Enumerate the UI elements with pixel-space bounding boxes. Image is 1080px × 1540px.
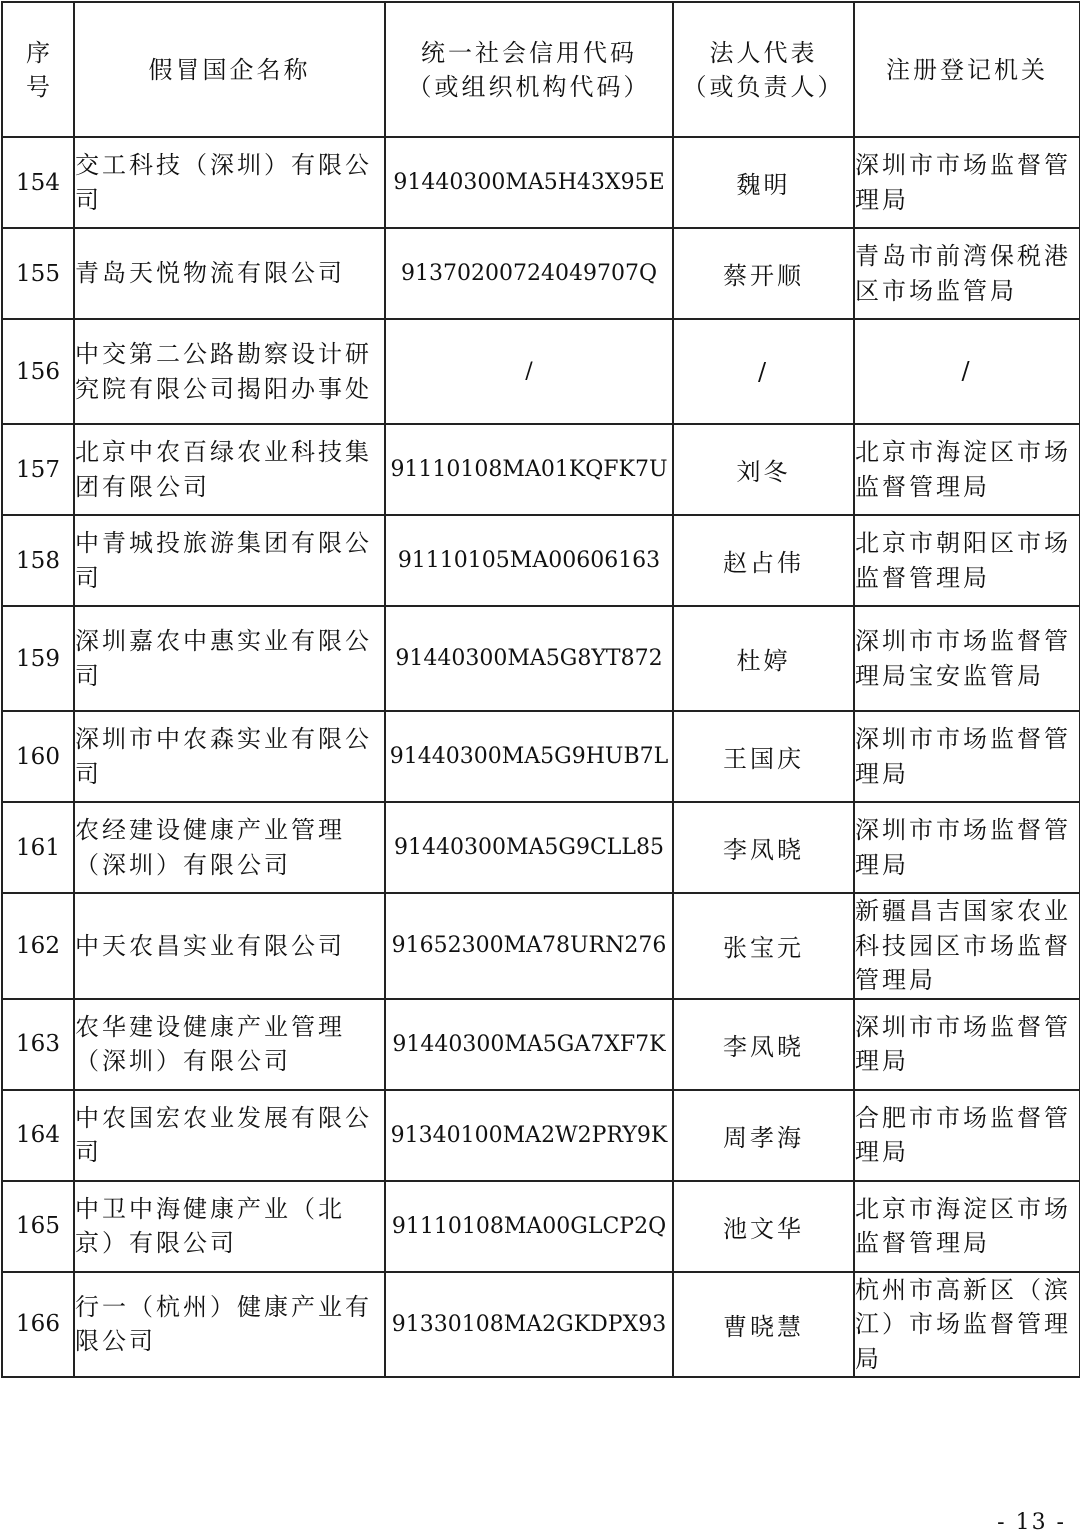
table-row (2, 228, 1080, 319)
row-seq: 156 (2, 319, 74, 424)
row-legal-rep: 李凤晓 (673, 802, 854, 893)
counterfeit-soe-table (1, 1, 1080, 1378)
table-row (2, 711, 1080, 802)
row-credit-code: 91330108MA2GKDPX93 (385, 1272, 673, 1378)
row-credit-code: 91110105MA00606163 (385, 515, 673, 606)
header-rep-line2: （或负责人） (682, 72, 845, 101)
row-seq: 166 (2, 1272, 74, 1378)
header-seq-line1: 序 (26, 38, 50, 67)
row-credit-code: 91440300MA5G9HUB7L (385, 711, 673, 802)
row-legal-rep: 张宝元 (673, 893, 854, 999)
row-credit-code: 91440300MA5GA7XF7K (385, 999, 673, 1090)
row-authority: 北京市朝阳区市场监督管理局 (854, 515, 1080, 606)
row-authority: 青岛市前湾保税港区市场监管局 (854, 228, 1080, 319)
row-authority: 北京市海淀区市场监督管理局 (854, 1181, 1080, 1272)
table-header (2, 2, 1080, 137)
row-company-name: 行一（杭州）健康产业有限公司 (74, 1272, 385, 1378)
table-row (2, 137, 1080, 228)
row-company-name: 中青城投旅游集团有限公司 (74, 515, 385, 606)
row-company-name: 中卫中海健康产业（北京）有限公司 (74, 1181, 385, 1272)
row-seq: 160 (2, 711, 74, 802)
header-seq-line2: 号 (26, 72, 50, 101)
row-legal-rep: 蔡开顺 (673, 228, 854, 319)
row-legal-rep: 池文华 (673, 1181, 854, 1272)
table-body (2, 137, 1080, 1377)
table-row (2, 424, 1080, 515)
row-authority: 深圳市市场监督管理局 (854, 137, 1080, 228)
header-row (2, 2, 1080, 137)
row-legal-rep: 周孝海 (673, 1090, 854, 1181)
row-legal-rep: 曹晓慧 (673, 1272, 854, 1378)
row-legal-rep: 李凤晓 (673, 999, 854, 1090)
row-company-name: 农经建设健康产业管理（深圳）有限公司 (74, 802, 385, 893)
row-seq: 157 (2, 424, 74, 515)
table-row (2, 1272, 1080, 1378)
header-code-line1: 统一社会信用代码 (421, 38, 637, 67)
header-rep-line1: 法人代表 (709, 38, 818, 67)
header-code (385, 2, 673, 137)
table-row (2, 319, 1080, 424)
row-seq: 159 (2, 606, 74, 711)
row-credit-code: 91370200724049707Q (385, 228, 673, 319)
row-legal-rep: 杜婷 (673, 606, 854, 711)
row-seq: 165 (2, 1181, 74, 1272)
table-row (2, 802, 1080, 893)
row-credit-code: 91110108MA00GLCP2Q (385, 1181, 673, 1272)
row-credit-code: 91440300MA5G9CLL85 (385, 802, 673, 893)
row-authority: 杭州市高新区（滨江）市场监督管理局 (854, 1272, 1080, 1378)
row-legal-rep: 刘冬 (673, 424, 854, 515)
table-row (2, 1181, 1080, 1272)
page-number: - 13 - (997, 1510, 1066, 1535)
row-company-name: 中交第二公路勘察设计研究院有限公司揭阳办事处 (74, 319, 385, 424)
row-authority: 深圳市市场监督管理局 (854, 999, 1080, 1090)
row-company-name: 交工科技（深圳）有限公司 (74, 137, 385, 228)
row-authority: 北京市海淀区市场监督管理局 (854, 424, 1080, 515)
row-seq: 155 (2, 228, 74, 319)
row-authority: 新疆昌吉国家农业科技园区市场监督管理局 (854, 893, 1080, 999)
row-credit-code: 91110108MA01KQFK7U (385, 424, 673, 515)
header-name: 假冒国企名称 (74, 2, 385, 137)
row-authority: 深圳市市场监督管理局宝安监管局 (854, 606, 1080, 711)
row-company-name: 中农国宏农业发展有限公司 (74, 1090, 385, 1181)
table-row (2, 606, 1080, 711)
row-seq: 162 (2, 893, 74, 999)
row-company-name: 北京中农百绿农业科技集团有限公司 (74, 424, 385, 515)
header-seq (2, 2, 74, 137)
row-legal-rep: / (673, 319, 854, 424)
header-authority: 注册登记机关 (854, 2, 1080, 137)
row-credit-code: 91340100MA2W2PRY9K (385, 1090, 673, 1181)
table-row (2, 515, 1080, 606)
row-authority: / (854, 319, 1080, 424)
row-credit-code: 91440300MA5H43X95E (385, 137, 673, 228)
row-seq: 158 (2, 515, 74, 606)
row-company-name: 青岛天悦物流有限公司 (74, 228, 385, 319)
row-seq: 164 (2, 1090, 74, 1181)
row-authority: 深圳市市场监督管理局 (854, 802, 1080, 893)
row-credit-code: / (385, 319, 673, 424)
table-row (2, 999, 1080, 1090)
table-row (2, 893, 1080, 999)
row-credit-code: 91652300MA78URN276 (385, 893, 673, 999)
row-seq: 163 (2, 999, 74, 1090)
row-company-name: 中天农昌实业有限公司 (74, 893, 385, 999)
row-legal-rep: 王国庆 (673, 711, 854, 802)
row-company-name: 深圳嘉农中惠实业有限公司 (74, 606, 385, 711)
row-legal-rep: 赵占伟 (673, 515, 854, 606)
row-company-name: 农华建设健康产业管理（深圳）有限公司 (74, 999, 385, 1090)
row-authority: 合肥市市场监督管理局 (854, 1090, 1080, 1181)
row-seq: 154 (2, 137, 74, 228)
row-authority: 深圳市市场监督管理局 (854, 711, 1080, 802)
table-row (2, 1090, 1080, 1181)
row-company-name: 深圳市中农森实业有限公司 (74, 711, 385, 802)
header-code-line2: （或组织机构代码） (407, 72, 651, 101)
row-credit-code: 91440300MA5G8YT872 (385, 606, 673, 711)
header-rep (673, 2, 854, 137)
row-seq: 161 (2, 802, 74, 893)
row-legal-rep: 魏明 (673, 137, 854, 228)
